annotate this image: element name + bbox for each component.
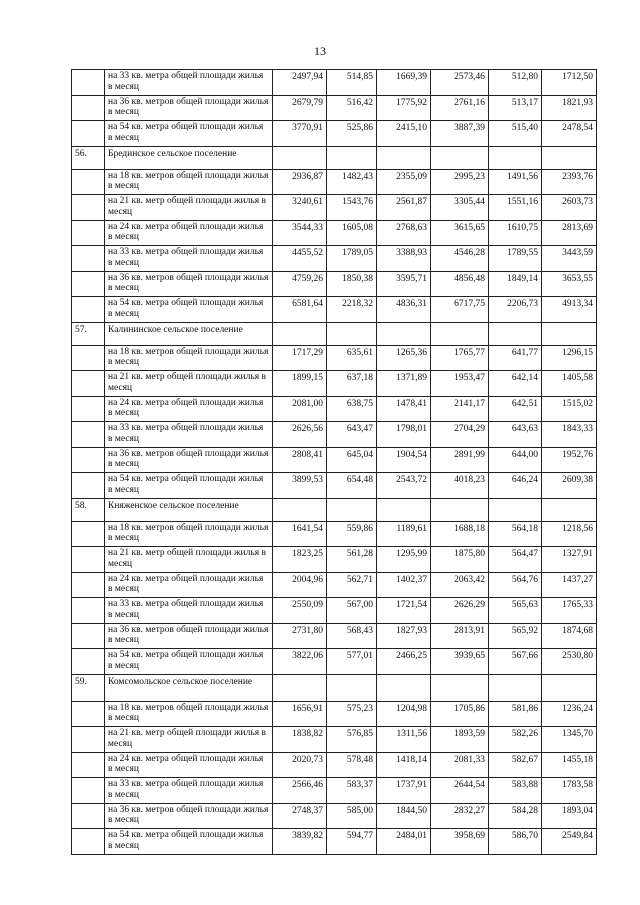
value-cell: 561,28 [327, 547, 377, 573]
value-cell: 578,48 [327, 752, 377, 778]
value-cell: 559,86 [327, 521, 377, 547]
value-cell: 646,24 [489, 473, 542, 499]
empty-index-cell [72, 121, 105, 147]
value-cell: 643,47 [327, 422, 377, 448]
empty-index-cell [72, 195, 105, 221]
value-cell: 3595,71 [377, 271, 431, 297]
value-cell: 1844,50 [377, 803, 431, 829]
row-label: на 24 кв. метра общей площади жилья в месяц [105, 220, 273, 246]
empty-index-cell [72, 447, 105, 473]
table-row [72, 121, 597, 147]
value-cell: 1705,86 [431, 701, 489, 727]
empty-cell [327, 498, 377, 521]
table-row [72, 195, 597, 221]
value-cell: 2141,17 [431, 396, 489, 422]
value-cell: 1296,15 [542, 345, 597, 371]
value-cell: 585,00 [327, 803, 377, 829]
value-cell: 1899,15 [273, 371, 327, 397]
value-cell: 564,47 [489, 547, 542, 573]
value-cell: 1437,27 [542, 572, 597, 598]
value-cell: 1789,55 [489, 246, 542, 272]
table-row [72, 473, 597, 499]
value-cell: 1204,98 [377, 701, 431, 727]
row-label: на 21 кв. метр общей площади жилья в месяц [105, 547, 273, 573]
value-cell: 594,77 [327, 829, 377, 855]
table-row [72, 547, 597, 573]
empty-cell [542, 498, 597, 521]
empty-cell [327, 146, 377, 169]
value-cell: 565,92 [489, 623, 542, 649]
value-cell: 641,77 [489, 345, 542, 371]
value-cell: 3899,53 [273, 473, 327, 499]
value-cell: 2761,16 [431, 95, 489, 121]
table-row [72, 778, 597, 804]
value-cell: 2218,32 [327, 297, 377, 323]
value-cell: 525,86 [327, 121, 377, 147]
value-cell: 3305,44 [431, 195, 489, 221]
table-row [72, 220, 597, 246]
empty-cell [431, 322, 489, 345]
value-cell: 4546,28 [431, 246, 489, 272]
empty-index-cell [72, 547, 105, 573]
value-cell: 582,67 [489, 752, 542, 778]
rates-table [71, 69, 597, 855]
table-row [72, 371, 597, 397]
value-cell: 1765,33 [542, 598, 597, 624]
row-label: на 18 кв. метров общей площади жилья в месяц [105, 169, 273, 195]
table-row [72, 447, 597, 473]
empty-cell [377, 146, 431, 169]
empty-cell [431, 674, 489, 701]
empty-index-cell [72, 297, 105, 323]
row-label: на 21 кв. метр общей площади жилья в месяц [105, 195, 273, 221]
value-cell: 1737,91 [377, 778, 431, 804]
table-row [72, 396, 597, 422]
table-row [72, 572, 597, 598]
value-cell: 2206,73 [489, 297, 542, 323]
table-row [72, 70, 597, 96]
empty-index-cell [72, 95, 105, 121]
row-label: на 24 кв. метра общей площади жилья в месяц [105, 752, 273, 778]
value-cell: 1874,68 [542, 623, 597, 649]
row-label: на 36 кв. метров общей площади жилья в месяц [105, 623, 273, 649]
value-cell: 576,85 [327, 727, 377, 753]
value-cell: 1827,93 [377, 623, 431, 649]
row-label: на 18 кв. метров общей площади жилья в месяц [105, 701, 273, 727]
value-cell: 2748,37 [273, 803, 327, 829]
section-title: Калининское сельское поселение [105, 322, 273, 345]
value-cell: 1904,54 [377, 447, 431, 473]
value-cell: 2004,96 [273, 572, 327, 598]
value-cell: 1418,14 [377, 752, 431, 778]
empty-index-cell [72, 778, 105, 804]
value-cell: 1405,58 [542, 371, 597, 397]
empty-index-cell [72, 803, 105, 829]
value-cell: 1953,47 [431, 371, 489, 397]
value-cell: 575,23 [327, 701, 377, 727]
value-cell: 2063,42 [431, 572, 489, 598]
value-cell: 2626,29 [431, 598, 489, 624]
empty-index-cell [72, 572, 105, 598]
empty-cell [542, 322, 597, 345]
value-cell: 642,51 [489, 396, 542, 422]
rates-table-body [72, 70, 597, 855]
value-cell: 3939,65 [431, 649, 489, 675]
value-cell: 515,40 [489, 121, 542, 147]
value-cell: 1478,41 [377, 396, 431, 422]
table-row [72, 422, 597, 448]
value-cell: 2484,01 [377, 829, 431, 855]
value-cell: 568,43 [327, 623, 377, 649]
row-label: на 54 кв. метра общей площади жилья в месяц [105, 649, 273, 675]
value-cell: 1641,54 [273, 521, 327, 547]
empty-index-cell [72, 473, 105, 499]
value-cell: 643,63 [489, 422, 542, 448]
value-cell: 2768,63 [377, 220, 431, 246]
value-cell: 1717,29 [273, 345, 327, 371]
value-cell: 567,66 [489, 649, 542, 675]
row-label: на 33 кв. метра общей площади жилья в месяц [105, 778, 273, 804]
value-cell: 654,48 [327, 473, 377, 499]
empty-cell [273, 146, 327, 169]
value-cell: 4913,34 [542, 297, 597, 323]
table-row [72, 701, 597, 727]
value-cell: 1712,50 [542, 70, 597, 96]
value-cell: 2626,56 [273, 422, 327, 448]
value-cell: 3653,55 [542, 271, 597, 297]
empty-index-cell [72, 649, 105, 675]
value-cell: 2609,38 [542, 473, 597, 499]
table-row [72, 803, 597, 829]
table-row [72, 598, 597, 624]
section-row [72, 674, 597, 701]
value-cell: 642,14 [489, 371, 542, 397]
value-cell: 1402,37 [377, 572, 431, 598]
row-label: на 21 кв. метр общей площади жилья в месяц [105, 727, 273, 753]
value-cell: 2081,00 [273, 396, 327, 422]
value-cell: 2020,73 [273, 752, 327, 778]
empty-index-cell [72, 271, 105, 297]
value-cell: 2936,87 [273, 169, 327, 195]
value-cell: 1838,82 [273, 727, 327, 753]
value-cell: 1823,25 [273, 547, 327, 573]
section-index: 59. [72, 674, 105, 701]
value-cell: 2731,80 [273, 623, 327, 649]
empty-index-cell [72, 598, 105, 624]
table-row [72, 752, 597, 778]
value-cell: 1798,01 [377, 422, 431, 448]
value-cell: 2644,54 [431, 778, 489, 804]
value-cell: 2566,46 [273, 778, 327, 804]
value-cell: 4018,23 [431, 473, 489, 499]
value-cell: 3822,06 [273, 649, 327, 675]
value-cell: 2891,99 [431, 447, 489, 473]
value-cell: 1850,38 [327, 271, 377, 297]
value-cell: 3443,59 [542, 246, 597, 272]
value-cell: 1265,36 [377, 345, 431, 371]
row-label: на 18 кв. метров общей площади жилья в месяц [105, 521, 273, 547]
value-cell: 2549,84 [542, 829, 597, 855]
empty-cell [273, 674, 327, 701]
empty-index-cell [72, 169, 105, 195]
value-cell: 1605,08 [327, 220, 377, 246]
row-label: на 36 кв. метров общей площади жилья в месяц [105, 803, 273, 829]
row-label: на 21 кв. метр общей площади жилья в месяц [105, 371, 273, 397]
value-cell: 1775,92 [377, 95, 431, 121]
value-cell: 2813,69 [542, 220, 597, 246]
section-index: 57. [72, 322, 105, 345]
value-cell: 3544,33 [273, 220, 327, 246]
value-cell: 2561,87 [377, 195, 431, 221]
empty-index-cell [72, 521, 105, 547]
value-cell: 2393,76 [542, 169, 597, 195]
empty-index-cell [72, 220, 105, 246]
row-label: на 24 кв. метра общей площади жилья в месяц [105, 396, 273, 422]
row-label: на 54 кв. метра общей площади жилья в месяц [105, 829, 273, 855]
value-cell: 1821,93 [542, 95, 597, 121]
value-cell: 3615,65 [431, 220, 489, 246]
empty-index-cell [72, 70, 105, 96]
value-cell: 1551,16 [489, 195, 542, 221]
value-cell: 2704,29 [431, 422, 489, 448]
section-row [72, 498, 597, 521]
value-cell: 1345,70 [542, 727, 597, 753]
empty-cell [377, 322, 431, 345]
section-index: 56. [72, 146, 105, 169]
value-cell: 3388,93 [377, 246, 431, 272]
value-cell: 1893,59 [431, 727, 489, 753]
empty-cell [377, 498, 431, 521]
value-cell: 1952,76 [542, 447, 597, 473]
empty-cell [273, 322, 327, 345]
value-cell: 2832,27 [431, 803, 489, 829]
table-row [72, 271, 597, 297]
table-row [72, 649, 597, 675]
value-cell: 1515,02 [542, 396, 597, 422]
empty-cell [489, 146, 542, 169]
empty-cell [542, 146, 597, 169]
value-cell: 637,18 [327, 371, 377, 397]
value-cell: 514,85 [327, 70, 377, 96]
value-cell: 2813,91 [431, 623, 489, 649]
table-row [72, 521, 597, 547]
row-label: на 24 кв. метра общей площади жилья в месяц [105, 572, 273, 598]
empty-cell [327, 322, 377, 345]
value-cell: 1656,91 [273, 701, 327, 727]
table-row [72, 727, 597, 753]
empty-cell [273, 498, 327, 521]
value-cell: 583,88 [489, 778, 542, 804]
table-row [72, 623, 597, 649]
value-cell: 4856,48 [431, 271, 489, 297]
value-cell: 2466,25 [377, 649, 431, 675]
value-cell: 1783,58 [542, 778, 597, 804]
empty-index-cell [72, 752, 105, 778]
value-cell: 6581,64 [273, 297, 327, 323]
value-cell: 1189,61 [377, 521, 431, 547]
empty-index-cell [72, 701, 105, 727]
value-cell: 1765,77 [431, 345, 489, 371]
value-cell: 3887,39 [431, 121, 489, 147]
value-cell: 645,04 [327, 447, 377, 473]
section-title: Княженское сельское поселение [105, 498, 273, 521]
row-label: на 18 кв. метров общей площади жилья в месяц [105, 345, 273, 371]
value-cell: 2415,10 [377, 121, 431, 147]
value-cell: 1843,33 [542, 422, 597, 448]
value-cell: 1311,56 [377, 727, 431, 753]
value-cell: 1491,56 [489, 169, 542, 195]
row-label: на 33 кв. метра общей площади жилья в месяц [105, 422, 273, 448]
empty-index-cell [72, 422, 105, 448]
row-label: на 33 кв. метра общей площади жилья в месяц [105, 598, 273, 624]
value-cell: 584,28 [489, 803, 542, 829]
empty-cell [377, 674, 431, 701]
row-label: на 33 кв. метра общей площади жилья в месяц [105, 70, 273, 96]
value-cell: 2530,80 [542, 649, 597, 675]
section-title: Брединское сельское поселение [105, 146, 273, 169]
value-cell: 2081,33 [431, 752, 489, 778]
row-label: на 54 кв. метра общей площади жилья в месяц [105, 297, 273, 323]
value-cell: 4455,52 [273, 246, 327, 272]
value-cell: 513,17 [489, 95, 542, 121]
value-cell: 3958,69 [431, 829, 489, 855]
empty-cell [489, 322, 542, 345]
section-title: Комсомольское сельское поселение [105, 674, 273, 701]
value-cell: 564,18 [489, 521, 542, 547]
empty-cell [542, 674, 597, 701]
table-row [72, 345, 597, 371]
table-row [72, 297, 597, 323]
value-cell: 1218,56 [542, 521, 597, 547]
empty-index-cell [72, 829, 105, 855]
value-cell: 4759,26 [273, 271, 327, 297]
value-cell: 638,75 [327, 396, 377, 422]
value-cell: 1455,18 [542, 752, 597, 778]
value-cell: 2550,09 [273, 598, 327, 624]
value-cell: 586,70 [489, 829, 542, 855]
value-cell: 581,86 [489, 701, 542, 727]
section-row [72, 322, 597, 345]
value-cell: 6717,75 [431, 297, 489, 323]
value-cell: 3839,82 [273, 829, 327, 855]
empty-index-cell [72, 623, 105, 649]
value-cell: 577,01 [327, 649, 377, 675]
value-cell: 1669,39 [377, 70, 431, 96]
empty-cell [489, 674, 542, 701]
table-row [72, 246, 597, 272]
value-cell: 3770,91 [273, 121, 327, 147]
value-cell: 1875,80 [431, 547, 489, 573]
value-cell: 2573,46 [431, 70, 489, 96]
value-cell: 565,63 [489, 598, 542, 624]
empty-index-cell [72, 246, 105, 272]
value-cell: 2355,09 [377, 169, 431, 195]
value-cell: 567,00 [327, 598, 377, 624]
row-label: на 54 кв. метра общей площади жилья в месяц [105, 473, 273, 499]
value-cell: 1327,91 [542, 547, 597, 573]
value-cell: 4836,31 [377, 297, 431, 323]
empty-index-cell [72, 727, 105, 753]
value-cell: 583,37 [327, 778, 377, 804]
empty-cell [431, 498, 489, 521]
value-cell: 582,26 [489, 727, 542, 753]
value-cell: 1893,04 [542, 803, 597, 829]
row-label: на 54 кв. метра общей площади жилья в месяц [105, 121, 273, 147]
row-label: на 33 кв. метра общей площади жилья в месяц [105, 246, 273, 272]
value-cell: 1849,14 [489, 271, 542, 297]
value-cell: 2679,79 [273, 95, 327, 121]
value-cell: 635,61 [327, 345, 377, 371]
section-index: 58. [72, 498, 105, 521]
value-cell: 1482,43 [327, 169, 377, 195]
value-cell: 1295,99 [377, 547, 431, 573]
row-label: на 36 кв. метров общей площади жилья в месяц [105, 95, 273, 121]
value-cell: 564,76 [489, 572, 542, 598]
value-cell: 562,71 [327, 572, 377, 598]
value-cell: 1721,54 [377, 598, 431, 624]
empty-index-cell [72, 345, 105, 371]
page-number: 13 [314, 44, 326, 58]
row-label: на 36 кв. метров общей площади жилья в месяц [105, 271, 273, 297]
table-row [72, 829, 597, 855]
value-cell: 3240,61 [273, 195, 327, 221]
value-cell: 1789,05 [327, 246, 377, 272]
value-cell: 2543,72 [377, 473, 431, 499]
empty-cell [489, 498, 542, 521]
value-cell: 2478,54 [542, 121, 597, 147]
section-row [72, 146, 597, 169]
value-cell: 1236,24 [542, 701, 597, 727]
empty-cell [431, 146, 489, 169]
value-cell: 516,42 [327, 95, 377, 121]
value-cell: 1688,18 [431, 521, 489, 547]
empty-cell [327, 674, 377, 701]
table-row [72, 95, 597, 121]
value-cell: 2995,23 [431, 169, 489, 195]
value-cell: 2497,94 [273, 70, 327, 96]
value-cell: 1610,75 [489, 220, 542, 246]
value-cell: 644,00 [489, 447, 542, 473]
value-cell: 2603,73 [542, 195, 597, 221]
value-cell: 2808,41 [273, 447, 327, 473]
empty-index-cell [72, 371, 105, 397]
row-label: на 36 кв. метров общей площади жилья в месяц [105, 447, 273, 473]
empty-index-cell [72, 396, 105, 422]
table-row [72, 169, 597, 195]
value-cell: 1371,89 [377, 371, 431, 397]
value-cell: 1543,76 [327, 195, 377, 221]
value-cell: 512,80 [489, 70, 542, 96]
